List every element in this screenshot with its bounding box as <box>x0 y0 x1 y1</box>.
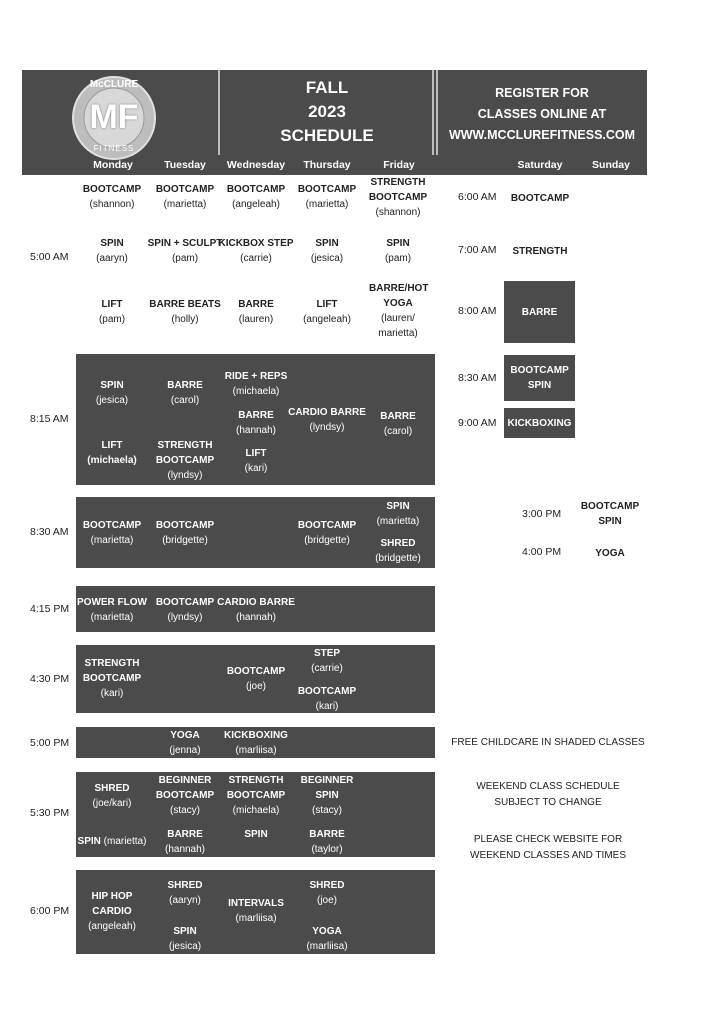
schedule-title: FALL 2023 SCHEDULE <box>280 78 374 145</box>
class-cell: LIFT (kari) <box>244 448 268 474</box>
saturday-time: 8:30 AM <box>458 372 497 384</box>
class-cell: BOOTCAMP (angeleah) <box>226 184 286 210</box>
day-tuesday: Tuesday <box>164 159 206 171</box>
class-cell: STRENGTH BOOTCAMP (shannon) <box>368 177 428 218</box>
class-cell: SHRED (joe/kari) <box>92 783 132 809</box>
class-cell: YOGA (marliisa) <box>306 926 348 952</box>
saturday-time: 6:00 AM <box>458 191 497 203</box>
class-cell: BARRE (hannah) <box>164 829 206 855</box>
day-sunday: Sunday <box>592 159 630 171</box>
class-cell: HIP HOP CARDIO (angeleah) <box>88 891 136 932</box>
class-cell: BARRE (carol) <box>380 411 416 437</box>
class-cell: BOOTCAMP (kari) <box>297 686 357 712</box>
time-label: 5:30 PM <box>30 807 70 819</box>
class-cell: BOOTCAMP (marietta) <box>297 184 357 210</box>
class-cell: BOOTCAMP (bridgette) <box>155 520 215 546</box>
day-monday: Monday <box>93 159 133 171</box>
time-label: 8:15 AM <box>30 413 69 425</box>
class-cell: SHRED (aaryn) <box>167 880 203 906</box>
class-cell: BOOTCAMP (marietta) <box>82 520 142 546</box>
saturday-class: KICKBOXING <box>504 408 575 438</box>
class-cell: BARRE/HOT YOGA (lauren/ marietta) <box>369 283 429 339</box>
time-label: 4:30 PM <box>30 673 70 685</box>
class-cell: SPIN (marietta) <box>376 501 420 527</box>
header-separator <box>432 70 434 155</box>
class-cell: RIDE + REPS (michaela) <box>224 371 288 397</box>
sunday-time: 3:00 PM <box>522 508 562 520</box>
class-cell: BARRE (lauren) <box>238 299 274 325</box>
class-cell: SPIN + SCULPT (pam) <box>147 238 223 264</box>
weekend-note: WEEKEND CLASS SCHEDULE SUBJECT TO CHANGE <box>476 781 620 808</box>
class-cell: BOOTCAMP (lyndsy) <box>155 597 215 623</box>
class-cell: STEP (carrie) <box>311 648 343 674</box>
class-cell: SPIN (jesica) <box>168 926 202 952</box>
saturday-class: BOOTCAMP <box>510 193 570 204</box>
header-separator <box>218 70 220 155</box>
class-cell: KICKBOXING (marliisa) <box>224 730 288 756</box>
day-thursday: Thursday <box>303 159 351 171</box>
class-cell: LIFT (angeleah) <box>303 299 351 325</box>
class-cell: BEGINNER BOOTCAMP (stacy) <box>155 775 215 816</box>
saturday-class: BOOTCAMP SPIN <box>504 355 575 401</box>
class-cell: CARDIO BARRE (hannah) <box>217 597 295 623</box>
class-cell: LIFT (pam) <box>98 299 126 325</box>
time-label: 8:30 AM <box>30 526 69 538</box>
class-cell: BOOTCAMP (marietta) <box>155 184 215 210</box>
sunday-class: BOOTCAMP SPIN <box>580 501 640 527</box>
class-cell: STRENGTH BOOTCAMP (kari) <box>82 658 142 699</box>
class-cell: BARRE (taylor) <box>309 829 345 855</box>
class-cell: SPIN (jesica) <box>310 238 344 264</box>
class-cell: BOOTCAMP (bridgette) <box>297 520 357 546</box>
header-separator <box>436 70 438 155</box>
class-cell: BEGINNER SPIN (stacy) <box>300 775 354 816</box>
class-cell: SHRED (bridgette) <box>375 538 421 564</box>
class-cell: BARRE BEATS (holly) <box>149 299 221 325</box>
class-cell: BOOTCAMP (joe) <box>226 666 286 692</box>
saturday-time: 7:00 AM <box>458 244 497 256</box>
saturday-class: STRENGTH <box>512 246 568 257</box>
saturday-time: 9:00 AM <box>458 417 497 429</box>
sunday-time: 4:00 PM <box>522 546 562 558</box>
class-cell: BOOTCAMP (shannon) <box>82 184 142 210</box>
saturday-time: 8:00 AM <box>458 305 497 317</box>
class-cell: STRENGTH BOOTCAMP (michaela) <box>226 775 286 816</box>
website-note: PLEASE CHECK WEBSITE FOR WEEKEND CLASSES AND TIMES <box>470 834 626 861</box>
class-cell: STRENGTH BOOTCAMP (lyndsy) <box>155 440 215 481</box>
time-label: 6:00 PM <box>30 905 70 917</box>
day-friday: Friday <box>383 159 415 171</box>
time-label: 4:15 PM <box>30 603 70 615</box>
class-cell: SHRED (joe) <box>309 880 345 906</box>
day-wednesday: Wednesday <box>226 159 286 171</box>
time-label: 5:00 AM <box>30 251 69 263</box>
class-cell: BARRE (carol) <box>167 380 203 406</box>
class-cell: YOGA (jenna) <box>169 730 201 756</box>
class-cell: SPIN (marietta) <box>77 836 147 847</box>
day-saturday: Saturday <box>517 159 563 171</box>
saturday-class: BARRE <box>504 281 575 343</box>
class-cell: KICKBOX STEP (carrie) <box>218 238 294 264</box>
class-cell: INTERVALS (marliisa) <box>228 898 284 924</box>
time-label: 5:00 PM <box>30 737 70 749</box>
register-banner: REGISTER FOR CLASSES ONLINE AT WWW.MCCLUREFITNESS.COM <box>448 86 636 142</box>
mcclure-fitness-logo: McCLURE MF FITNESS <box>70 74 158 162</box>
class-cell: BARRE (hannah) <box>235 410 277 436</box>
class-cell: CARDIO BARRE (lyndsy) <box>288 407 366 433</box>
class-cell: SPIN (pam) <box>384 238 412 264</box>
class-cell: SPIN <box>244 829 268 840</box>
sunday-class: YOGA <box>595 548 625 559</box>
class-cell: LIFT (michaela) <box>87 440 137 466</box>
class-cell: SPIN (jesica) <box>95 380 129 406</box>
class-cell: SPIN (aaryn) <box>96 238 128 264</box>
class-cell: POWER FLOW (marietta) <box>77 597 147 623</box>
childcare-note: FREE CHILDCARE IN SHADED CLASSES <box>451 737 645 748</box>
